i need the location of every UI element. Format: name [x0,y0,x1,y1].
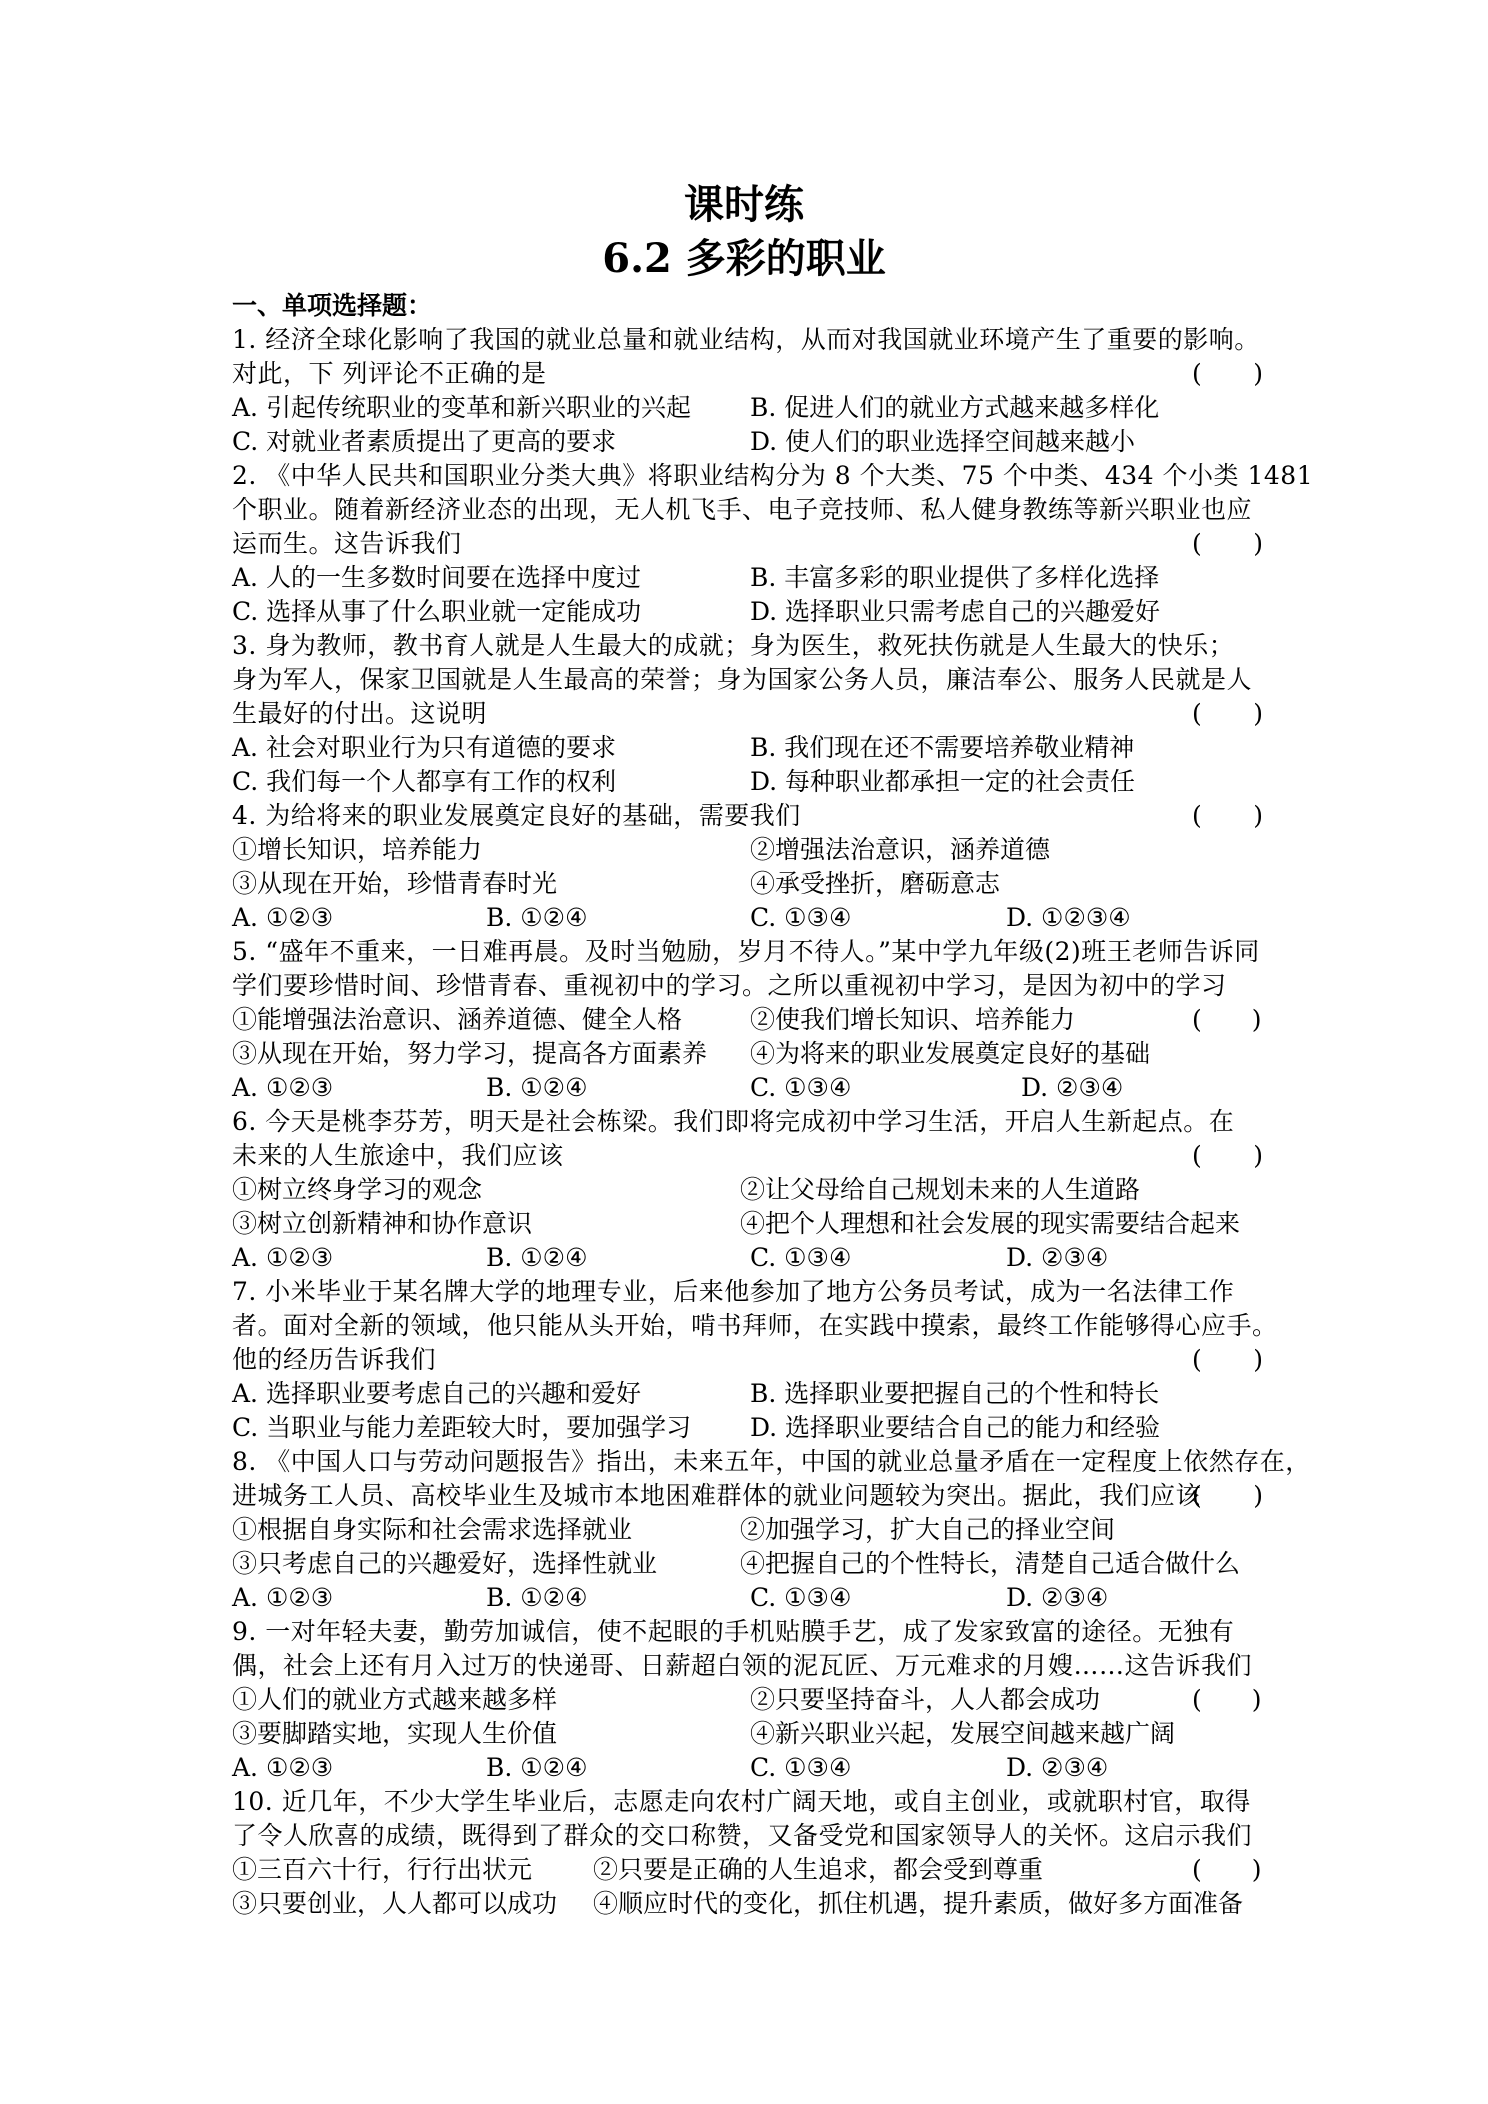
option-a: A. 社会对职业行为只有道德的要求 [232,733,616,762]
answer-bracket: ( ) [1192,1855,1262,1884]
option-c: C. ①③④ [750,1753,852,1782]
option-d: D. 选择职业只需考虑自己的兴趣爱好 [750,597,1161,626]
statement-3: ③树立创新精神和协作意识 [232,1209,533,1238]
option-d: D. ②③④ [1006,1753,1109,1782]
option-d: D. ②③④ [1021,1073,1124,1102]
question-3-options-row-2 [232,765,1274,799]
statement-1: ①三百六十行，行行出状元 [232,1855,533,1884]
question-8-statements-row-2 [232,1547,1274,1581]
question-4-stem-line-1 [232,799,1274,833]
statement-2: ②只要是正确的人生追求，都会受到尊重 [593,1855,1044,1884]
question-3-stem-line-1: 3. 身为教师，教书育人就是人生最大的成就；身为医生，救死扶伤就是人生最大的快乐； [232,631,1235,660]
answer-bracket: ( ) [1192,359,1264,388]
question-8-stem-line-2 [232,1479,1274,1513]
question-9-stem-line-2: 偶，社会上还有月入过万的快递哥、日薪超白领的泥瓦匠、万元难求的月嫂……这告诉我们 [232,1651,1253,1680]
option-c: C. 选择从事了什么职业就一定能成功 [232,597,642,626]
answer-bracket: ( ) [1192,1141,1264,1170]
option-d: D. 使人们的职业选择空间越来越小 [750,427,1136,456]
question-5-statements-row-2 [232,1037,1274,1071]
option-b: B. ①②④ [486,1073,588,1102]
statement-4: ④顺应时代的变化，抓住机遇，提升素质，做好多方面准备 [593,1889,1244,1918]
question-1-stem-text: 对此，下 列评论不正确的是 [232,359,547,388]
statement-4: ④为将来的职业发展奠定良好的基础 [750,1039,1151,1068]
option-a: A. ①②③ [232,903,334,932]
option-b: B. 促进人们的就业方式越来越多样化 [750,393,1160,422]
question-8-options-row [232,1581,1274,1615]
option-d: D. 每种职业都承担一定的社会责任 [750,767,1136,796]
option-c: C. ①③④ [750,1583,852,1612]
question-5-stem-line-2: 学们要珍惜时间、珍惜青春、重视初中的学习。之所以重视初中学习，是因为初中的学习 [232,971,1227,1000]
question-7-options-row-2 [232,1411,1274,1445]
question-2-stem-line-1: 2. 《中华人民共和国职业分类大典》将职业结构分为 8 个大类、75 个中类、434 个小类 1481 [232,461,1314,490]
question-9-stem-line-1: 9. 一对年轻夫妻，勤劳加诚信，使不起眼的手机贴膜手艺，成了发家致富的途径。无独有 [232,1617,1235,1646]
option-d: D. ②③④ [1006,1243,1109,1272]
option-b: B. 选择职业要把握自己的个性和特长 [750,1379,1160,1408]
statement-4: ④承受挫折，磨砺意志 [750,869,1001,898]
question-6-statements-row-1 [232,1173,1274,1207]
answer-bracket: ( ) [1192,1005,1262,1034]
option-b: B. ①②④ [486,1583,588,1612]
statement-4: ④新兴职业兴起，发展空间越来越广阔 [750,1719,1176,1748]
option-a: A. 选择职业要考虑自己的兴趣和爱好 [232,1379,641,1408]
question-list [232,289,1314,1921]
answer-bracket: ( ) [1192,529,1264,558]
answer-bracket: ( ) [1192,699,1264,728]
statement-3: ③只要创业，人人都可以成功 [232,1889,558,1918]
statement-1: ①增长知识，培养能力 [232,835,483,864]
option-a: A. ①②③ [232,1243,334,1272]
option-b: B. 我们现在还不需要培养敬业精神 [750,733,1135,762]
question-6-options-row [232,1241,1274,1275]
option-c: C. ①③④ [750,1073,852,1102]
answer-bracket: ( ) [1192,801,1264,830]
statement-4: ④把握自己的个性特长，清楚自己适合做什么 [740,1549,1241,1578]
question-2-stem-line-3 [232,527,1274,561]
statement-3: ③要脚踏实地，实现人生价值 [232,1719,558,1748]
question-1-options-row-2 [232,425,1274,459]
question-6-stem-line-2 [232,1139,1274,1173]
question-10-stem-line-2: 了令人欣喜的成绩，既得到了群众的交口称赞，又备受党和国家领导人的关怀。这启示我们 [232,1821,1253,1850]
page-subtitle: 6.2 多彩的职业 [602,235,886,282]
question-7-stem-line-1: 7. 小米毕业于某名牌大学的地理专业，后来他参加了地方公务员考试，成为一名法律工作 [232,1277,1235,1306]
question-8-statements-row-1 [232,1513,1274,1547]
question-5-stem-line-1: 5. “盛年不重来，一日难再晨。及时当勉励，岁月不待人。”某中学九年级(2)班王老师告诉同 [232,937,1260,966]
option-b: B. ①②④ [486,903,588,932]
statement-2: ②让父母给自己规划未来的人生道路 [740,1175,1141,1204]
question-8-stem-text: 进城务工人员、高校毕业生及城市本地困难群体的就业问题较为突出。据此，我们应该 [232,1481,1202,1510]
question-7-stem-line-3 [232,1343,1274,1377]
question-2-stem-text: 运而生。这告诉我们 [232,529,462,558]
question-4-statements-row-1 [232,833,1274,867]
question-3-options-row-1 [232,731,1274,765]
section-heading: 一、单项选择题： [232,291,433,320]
question-2-stem-line-2: 个职业。随着新经济业态的出现，无人机飞手、电子竞技师、私人健身教练等新兴职业也应 [232,495,1253,524]
question-8-stem-line-1: 8. 《中国人口与劳动问题报告》指出，未来五年，中国的就业总量矛盾在一定程度上依然存在， [232,1447,1311,1476]
question-9-statements-row-1 [232,1683,1274,1717]
question-10-statements-row-2 [232,1887,1274,1921]
question-4-stem-text: 4. 为给将来的职业发展奠定良好的基础，需要我们 [232,801,801,830]
answer-bracket: ( ) [1192,1345,1264,1374]
question-6-statements-row-2 [232,1207,1274,1241]
question-1-stem-line-2 [232,357,1274,391]
option-c: C. ①③④ [750,903,852,932]
answer-bracket: ( ) [1192,1685,1262,1714]
option-a: A. ①②③ [232,1583,334,1612]
option-b: B. ①②④ [486,1753,588,1782]
option-d: D. 选择职业要结合自己的能力和经验 [750,1413,1161,1442]
statement-3: ③从现在开始，珍惜青春时光 [232,869,558,898]
question-10-stem-line-1: 10. 近几年，不少大学生毕业后，志愿走向农村广阔天地，或自主创业，或就职村官，取得 [232,1787,1251,1816]
question-5-statements-row-1 [232,1003,1274,1037]
option-c: C. 我们每一个人都享有工作的权利 [232,767,617,796]
question-7-options-row-1 [232,1377,1274,1411]
question-1-stem-line-1: 1. 经济全球化影响了我国的就业总量和就业结构，从而对我国就业环境产生了重要的影响。 [232,325,1260,354]
question-9-statements-row-2 [232,1717,1274,1751]
question-9-options-row [232,1751,1274,1785]
statement-2: ②使我们增长知识、培养能力 [750,1005,1076,1034]
question-4-statements-row-2 [232,867,1274,901]
question-2-options-row-1 [232,561,1274,595]
statement-1: ①树立终身学习的观念 [232,1175,483,1204]
statement-3: ③只考虑自己的兴趣爱好，选择性就业 [232,1549,658,1578]
question-7-stem-text: 他的经历告诉我们 [232,1345,437,1374]
option-b: B. ①②④ [486,1243,588,1272]
option-d: D. ②③④ [1006,1583,1109,1612]
question-10-statements-row-1 [232,1853,1274,1887]
statement-1: ①人们的就业方式越来越多样 [232,1685,558,1714]
option-d: D. ①②③④ [1006,903,1131,932]
question-3-stem-line-2: 身为军人，保家卫国就是人生最高的荣誉；身为国家公务人员，廉洁奉公、服务人民就是人 [232,665,1253,694]
statement-2: ②只要坚持奋斗，人人都会成功 [750,1685,1101,1714]
option-a: A. 人的一生多数时间要在选择中度过 [232,563,641,592]
option-b: B. 丰富多彩的职业提供了多样化选择 [750,563,1160,592]
option-c: C. 当职业与能力差距较大时，要加强学习 [232,1413,692,1442]
question-6-stem-line-1: 6. 今天是桃李芬芳，明天是社会栋梁。我们即将完成初中学习生活，开启人生新起点。在 [232,1107,1235,1136]
option-c: C. ①③④ [750,1243,852,1272]
statement-4: ④把个人理想和社会发展的现实需要结合起来 [740,1209,1241,1238]
question-3-stem-line-3 [232,697,1274,731]
question-5-options-row [232,1071,1274,1105]
option-a: A. ①②③ [232,1073,334,1102]
option-a: A. 引起传统职业的变革和新兴职业的兴起 [232,393,691,422]
question-2-options-row-2 [232,595,1274,629]
question-1-options-row-1 [232,391,1274,425]
question-3-stem-text: 生最好的付出。这说明 [232,699,488,728]
statement-1: ①能增强法治意识、涵养道德、健全人格 [232,1005,683,1034]
answer-bracket: ( ) [1192,1481,1264,1510]
statement-2: ②增强法治意识，涵养道德 [750,835,1051,864]
question-7-stem-line-2: 者。面对全新的领域，他只能从头开始，啃书拜师，在实践中摸索，最终工作能够得心应手。 [232,1311,1278,1340]
option-c: C. 对就业者素质提出了更高的要求 [232,427,617,456]
statement-3: ③从现在开始，努力学习，提高各方面素养 [232,1039,708,1068]
question-4-options-row [232,901,1274,935]
statement-1: ①根据自身实际和社会需求选择就业 [232,1515,633,1544]
page-title: 课时练 [684,181,804,228]
statement-2: ②加强学习，扩大自己的择业空间 [740,1515,1116,1544]
question-6-stem-text: 未来的人生旅途中，我们应该 [232,1141,564,1170]
option-a: A. ①②③ [232,1753,334,1782]
